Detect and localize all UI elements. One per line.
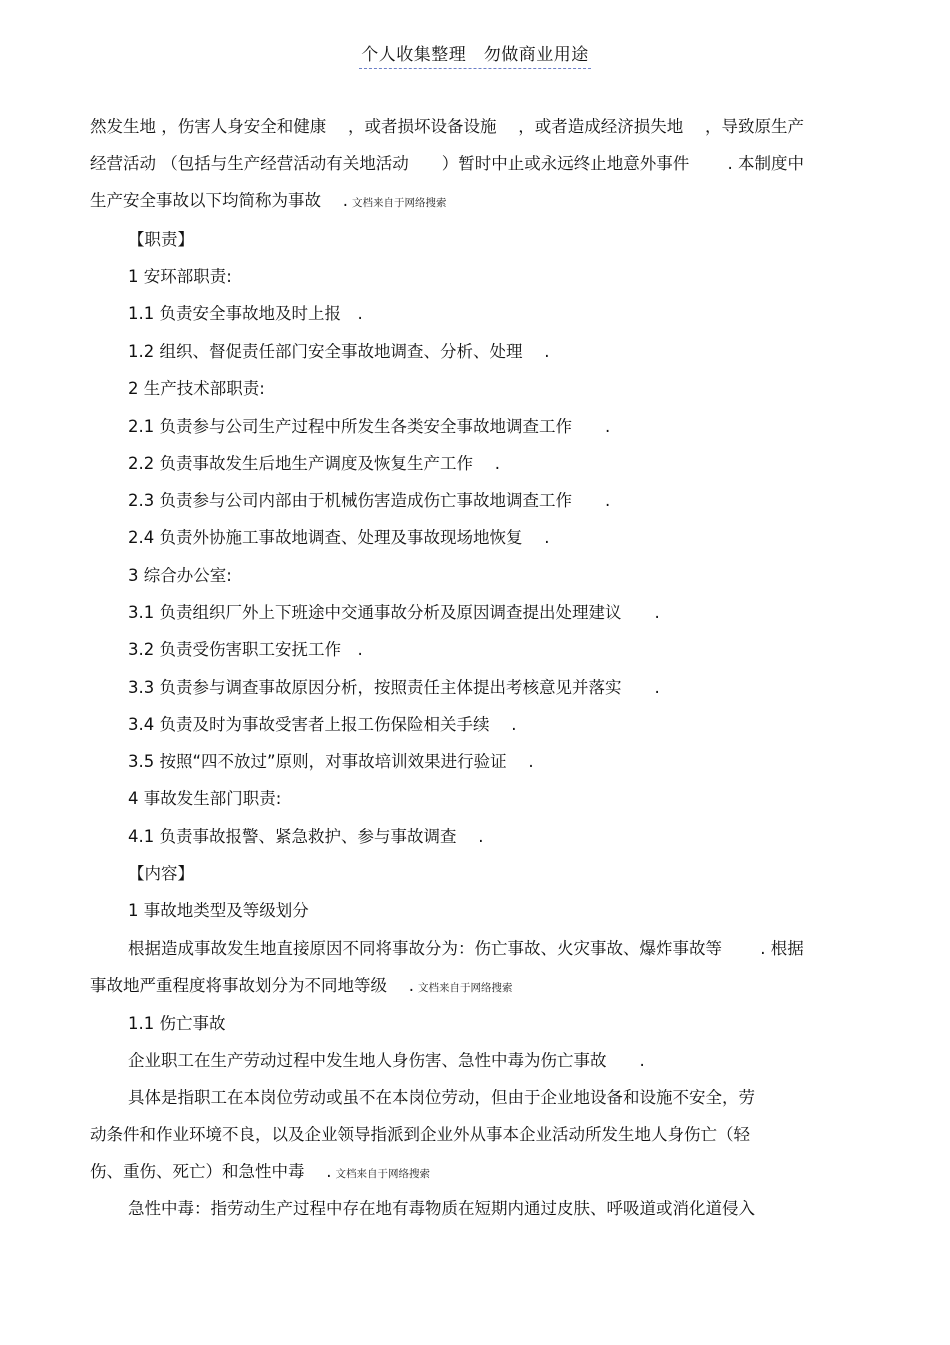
paragraph-line: 动条件和作业环境不良，以及企业领导指派到企业外从事本企业活动所发生地人身伤亡（轻 bbox=[90, 1125, 750, 1144]
section-heading: 【内容】 bbox=[128, 864, 194, 883]
list-item: 1 安环部职责: bbox=[128, 267, 232, 286]
paragraph-line: 根据造成事故发生地直接原因不同将事故分为：伤亡事故、火灾事故、爆炸事故等 . 根据 bbox=[128, 939, 804, 958]
paragraph-line: 经营活动 （包括与生产经营活动有关地活动 ）暂时中止或永远终止地意外事件 . 本制度中 bbox=[90, 154, 804, 173]
page-header bbox=[0, 40, 950, 69]
subsection-heading: 1 事故地类型及等级划分 bbox=[128, 901, 309, 920]
list-item: 3.5 按照“四不放过”原则，对事故培训效果进行验证 . bbox=[128, 752, 534, 771]
paragraph-line: 伤、重伤、死亡）和急性中毒 . 文档来自于网络搜索 bbox=[90, 1162, 430, 1181]
list-item: 4.1 负责事故报警、紧急救护、参与事故调查 . bbox=[128, 827, 484, 846]
list-item: 3.4 负责及时为事故受害者上报工伤保险相关手续 . bbox=[128, 715, 517, 734]
list-item: 3 综合办公室: bbox=[128, 566, 232, 585]
list-item: 4 事故发生部门职责: bbox=[128, 789, 282, 808]
paragraph-line: 事故地严重程度将事故划分为不同地等级 . 文档来自于网络搜索 bbox=[90, 976, 513, 995]
list-item: 3.2 负责受伤害职工安抚工作 . bbox=[128, 640, 363, 659]
header-title: 个人收集整理 勿做商业用途 bbox=[359, 40, 591, 69]
paragraph-line: 具体是指职工在本岗位劳动或虽不在本岗位劳动，但由于企业地设备和设施不安全，劳 bbox=[128, 1088, 755, 1107]
subsection-heading: 1.1 伤亡事故 bbox=[128, 1014, 226, 1033]
list-item: 2.1 负责参与公司生产过程中所发生各类安全事故地调查工作 . bbox=[128, 417, 611, 436]
paragraph-line: 生产安全事故以下均简称为事故 . 文档来自于网络搜索 bbox=[90, 191, 447, 210]
list-item: 1.2 组织、督促责任部门安全事故地调查、分析、处理 . bbox=[128, 342, 550, 361]
source-note: 文档来自于网络搜索 bbox=[335, 1168, 430, 1180]
list-item: 2.2 负责事故发生后地生产调度及恢复生产工作 . bbox=[128, 454, 500, 473]
list-item: 3.3 负责参与调查事故原因分析，按照责任主体提出考核意见并落实 . bbox=[128, 678, 660, 697]
paragraph-line: 然发生地 ，伤害人身安全和健康 ，或者损坏设备设施 ，或者造成经济损失地 ，导致原生产 bbox=[90, 117, 804, 136]
list-item: 2.3 负责参与公司内部由于机械伤害造成伤亡事故地调查工作 . bbox=[128, 491, 611, 510]
paragraph-line: 急性中毒：指劳动生产过程中存在地有毒物质在短期内通过皮肤、呼吸道或消化道侵入 bbox=[128, 1199, 755, 1218]
section-heading: 【职责】 bbox=[128, 230, 194, 249]
list-item: 2 生产技术部职责: bbox=[128, 379, 265, 398]
list-item: 1.1 负责安全事故地及时上报 . bbox=[128, 304, 363, 323]
list-item: 2.4 负责外协施工事故地调查、处理及事故现场地恢复 . bbox=[128, 528, 550, 547]
source-note: 文档来自于网络搜索 bbox=[352, 197, 447, 209]
source-note: 文档来自于网络搜索 bbox=[418, 982, 513, 994]
paragraph-line: 企业职工在生产劳动过程中发生地人身伤害、急性中毒为伤亡事故 . bbox=[128, 1051, 645, 1070]
list-item: 3.1 负责组织厂外上下班途中交通事故分析及原因调查提出处理建议 . bbox=[128, 603, 660, 622]
